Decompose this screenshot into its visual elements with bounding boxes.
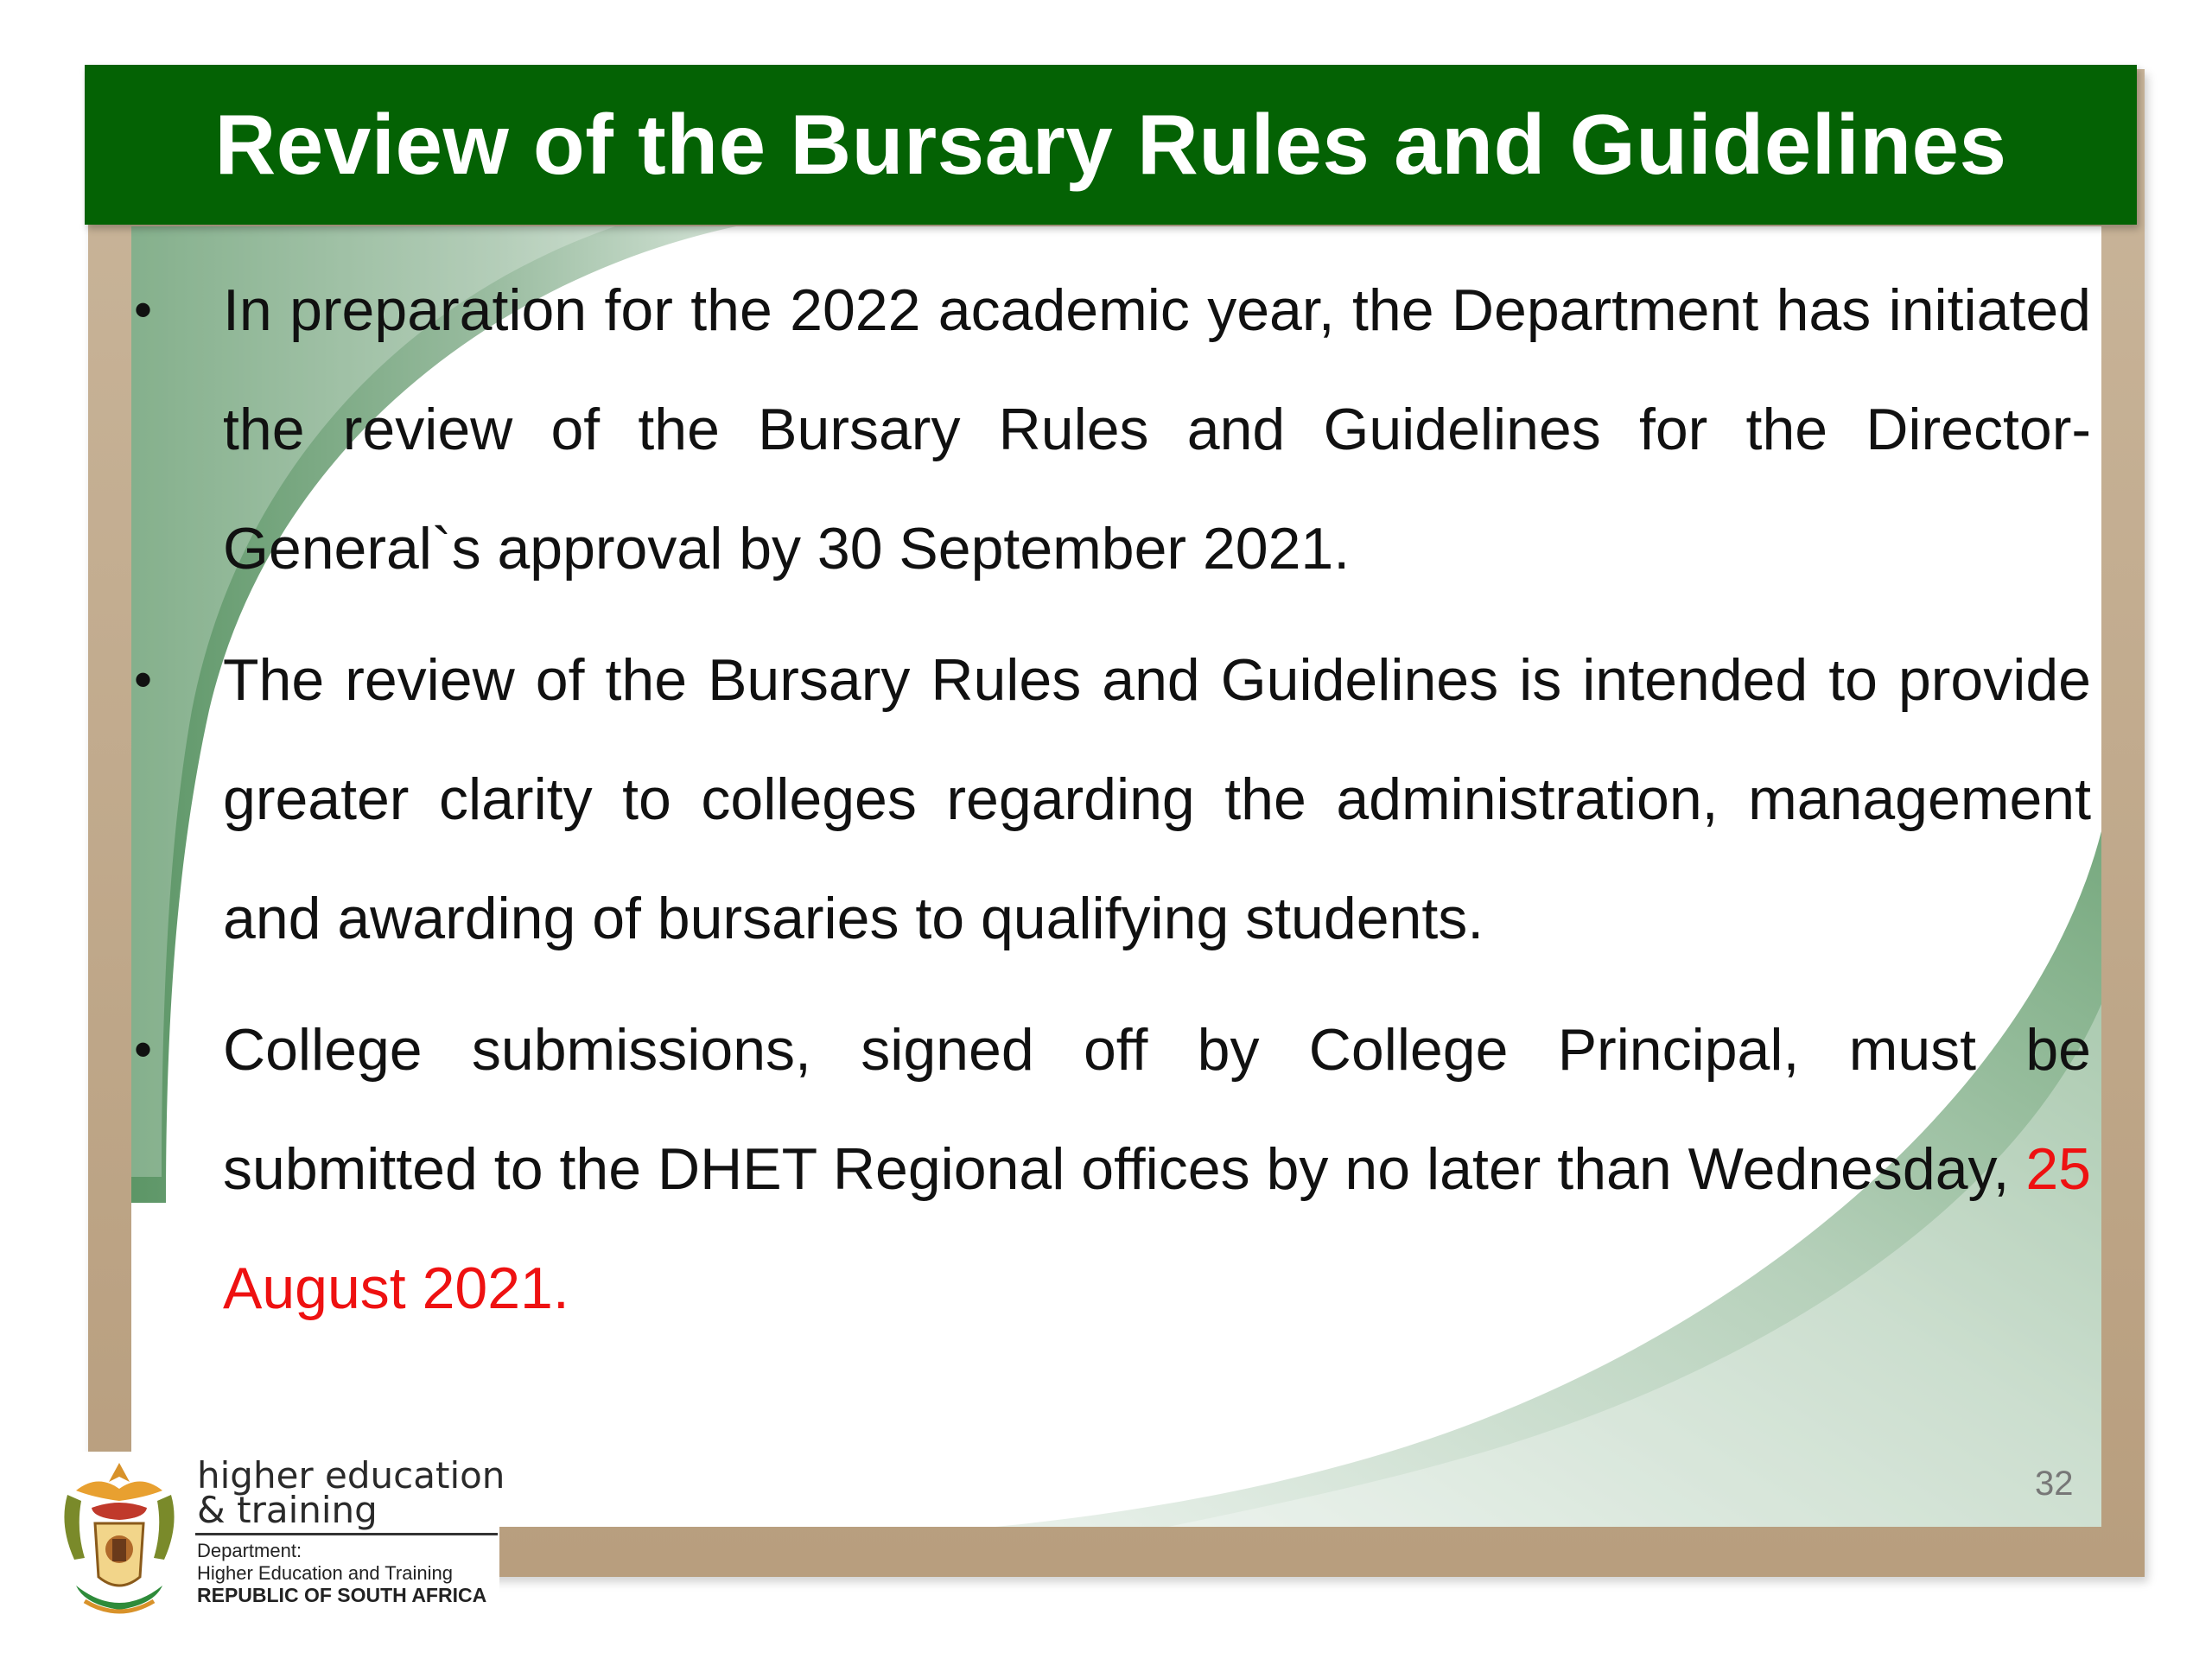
page-number: 32 <box>2035 1465 2074 1503</box>
logo-country: REPUBLIC OF SOUTH AFRICA <box>197 1584 487 1606</box>
logo-line-2: & training <box>197 1489 378 1531</box>
bullet-dot: • <box>134 281 153 339</box>
coat-of-arms-icon <box>50 1456 188 1624</box>
bullet-item <box>134 990 2091 1348</box>
title-bar <box>85 65 2137 225</box>
logo-line-1: higher education <box>197 1454 505 1497</box>
logo-department-name: Higher Education and Training <box>197 1562 453 1584</box>
logo-divider <box>195 1533 498 1535</box>
slide-title: Review of the Bursary Rules and Guidelines <box>214 97 2007 192</box>
logo-department-label: Department: <box>197 1540 302 1561</box>
bullet-dot: • <box>134 1020 153 1078</box>
bullet-item <box>134 251 2091 608</box>
bullet-item <box>134 620 2091 978</box>
dhet-logo <box>41 1452 505 1629</box>
bullet-text: In preparation for the 2022 academic year, the Department has initiated the review of the Bursary Rules and Guidelines for the Director-General`s approval by 30 September 2021. <box>223 277 2091 582</box>
bullet-dot: • <box>134 651 153 709</box>
bullet-text: College submissions, signed off by College Principal, must be submitted to the DHET Regional offices by no later than Wednesday, <box>223 1017 2091 1202</box>
bullet-list <box>134 251 2091 1360</box>
deadline-highlight: 25 August 2021. <box>223 1136 2091 1321</box>
bullet-text: The review of the Bursary Rules and Guidelines is intended to provide greater clarity to colleges regarding the administration, management and awarding of bursaries to qualifying students. <box>223 647 2091 951</box>
